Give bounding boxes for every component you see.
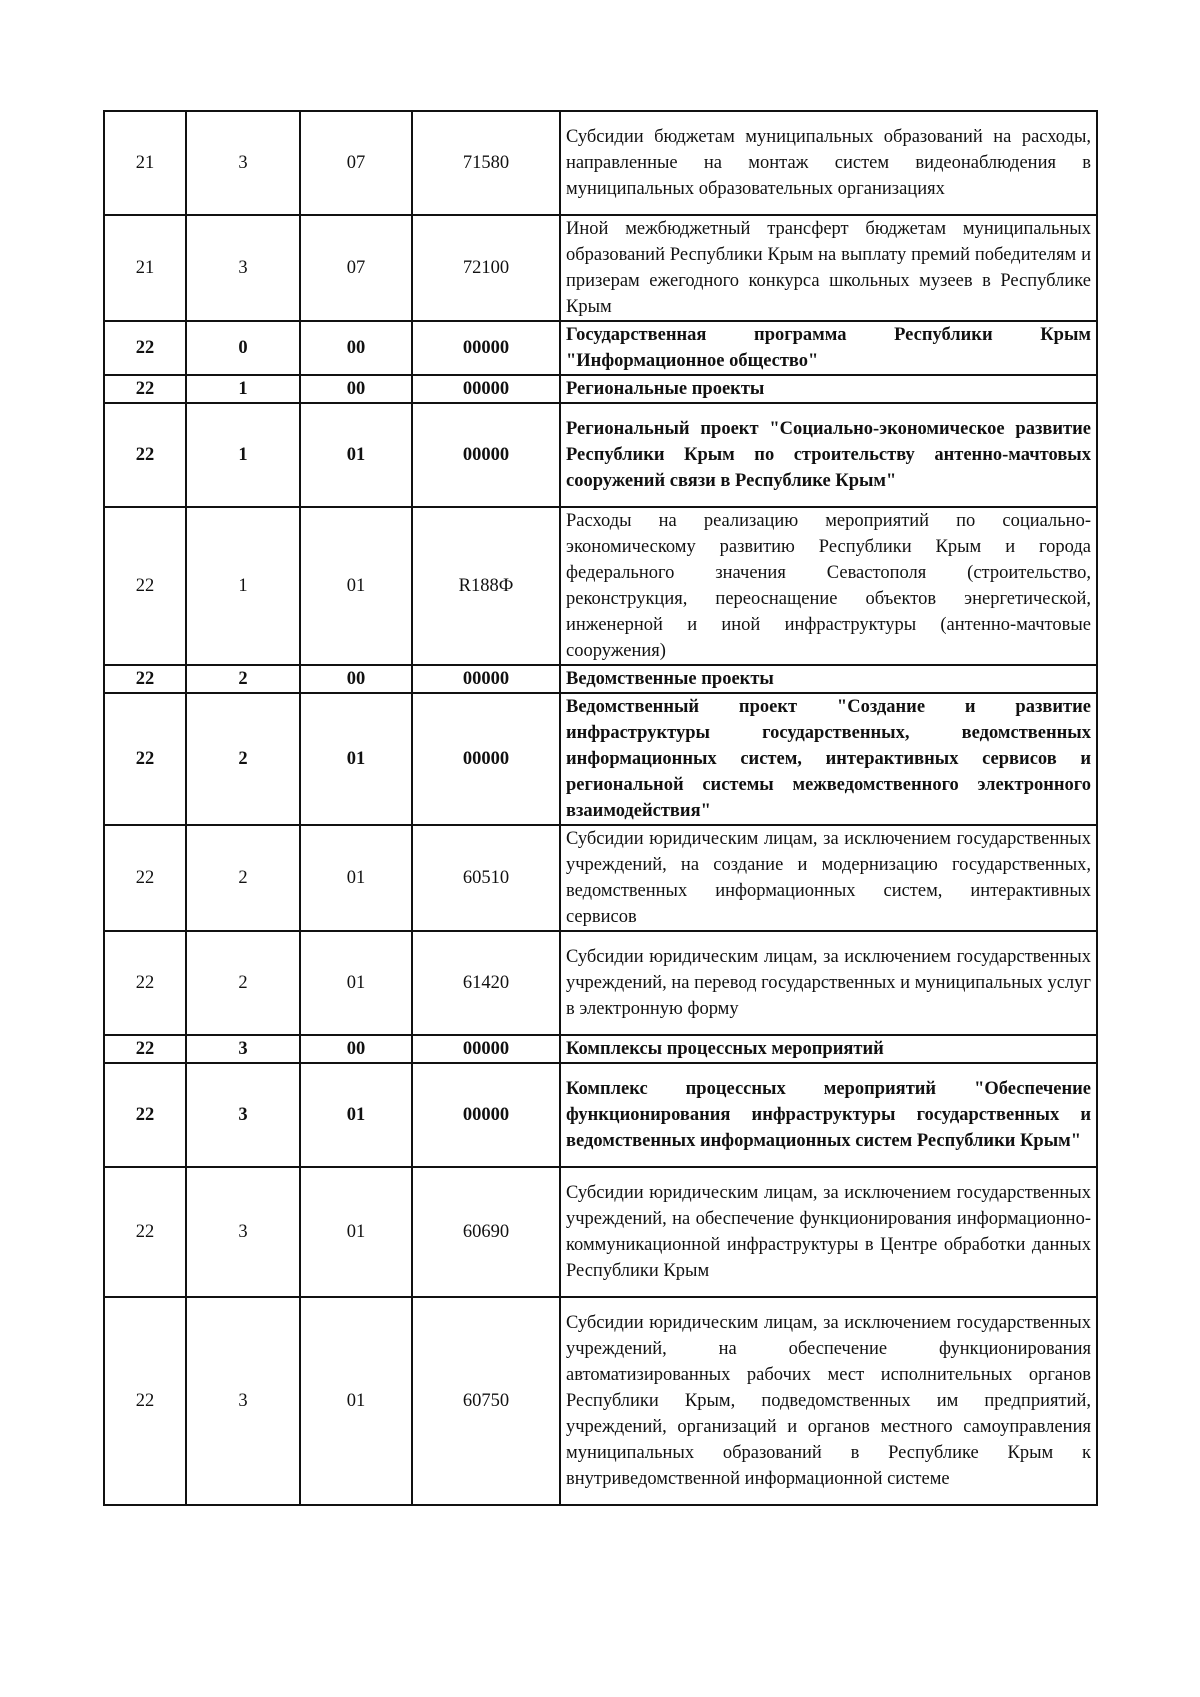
direction-code-cell: 60510	[412, 825, 560, 931]
program-code-cell: 21	[104, 215, 186, 321]
event-code-cell: 07	[300, 111, 412, 215]
description-cell: Расходы на реализацию мероприятий по социально-экономическому развитию Республики Крым и города федерального значения Севастополя (строительство, реконструкция, переоснащение объектов энергетической, инженерной и иной инфраструктуры (антенно-мачтовые сооружения)	[560, 507, 1097, 665]
table-row	[104, 1063, 1097, 1167]
program-code-cell: 22	[104, 931, 186, 1035]
table-row	[104, 215, 1097, 321]
table-body	[104, 111, 1097, 1505]
event-code-cell: 07	[300, 215, 412, 321]
program-code-cell: 22	[104, 693, 186, 825]
table-row	[104, 825, 1097, 931]
subprogram-code-cell: 2	[186, 693, 300, 825]
description-cell: Региональный проект "Социально-экономическое развитие Республики Крым по строительству антенно-мачтовых сооружений связи в Республике Крым"	[560, 403, 1097, 507]
description-cell: Ведомственный проект "Создание и развитие инфраструктуры государственных, ведомственных информационных систем, интерактивных сервисов и региональной системы межведомственного электронного взаимодействия"	[560, 693, 1097, 825]
subprogram-code-cell: 2	[186, 825, 300, 931]
direction-code-cell: 61420	[412, 931, 560, 1035]
subprogram-code-cell: 3	[186, 1167, 300, 1297]
description-cell: Региональные проекты	[560, 375, 1097, 403]
program-code-cell: 22	[104, 825, 186, 931]
program-code-cell: 21	[104, 111, 186, 215]
event-code-cell: 00	[300, 321, 412, 375]
subprogram-code-cell: 1	[186, 375, 300, 403]
table-row	[104, 375, 1097, 403]
table-row	[104, 693, 1097, 825]
subprogram-code-cell: 3	[186, 1297, 300, 1505]
event-code-cell: 01	[300, 825, 412, 931]
program-code-cell: 22	[104, 1035, 186, 1063]
subprogram-code-cell: 0	[186, 321, 300, 375]
program-code-cell: 22	[104, 1063, 186, 1167]
table-row	[104, 1297, 1097, 1505]
subprogram-code-cell: 3	[186, 1035, 300, 1063]
table-row	[104, 507, 1097, 665]
direction-code-cell: 60690	[412, 1167, 560, 1297]
direction-code-cell: 71580	[412, 111, 560, 215]
event-code-cell: 01	[300, 693, 412, 825]
table-row	[104, 931, 1097, 1035]
description-cell: Комплексы процессных мероприятий	[560, 1035, 1097, 1063]
subprogram-code-cell: 3	[186, 215, 300, 321]
event-code-cell: 01	[300, 931, 412, 1035]
event-code-cell: 00	[300, 1035, 412, 1063]
direction-code-cell: 00000	[412, 1035, 560, 1063]
direction-code-cell: 60750	[412, 1297, 560, 1505]
program-code-cell: 22	[104, 665, 186, 693]
direction-code-cell: 00000	[412, 693, 560, 825]
description-cell: Субсидии бюджетам муниципальных образований на расходы, направленные на монтаж систем видеонаблюдения в муниципальных образовательных организациях	[560, 111, 1097, 215]
program-code-cell: 22	[104, 1167, 186, 1297]
direction-code-cell: 00000	[412, 1063, 560, 1167]
event-code-cell: 01	[300, 1297, 412, 1505]
program-code-cell: 22	[104, 507, 186, 665]
subprogram-code-cell: 3	[186, 111, 300, 215]
table-row	[104, 665, 1097, 693]
description-cell: Субсидии юридическим лицам, за исключением государственных учреждений, на перевод государственных и муниципальных услуг в электронную форму	[560, 931, 1097, 1035]
event-code-cell: 00	[300, 375, 412, 403]
event-code-cell: 01	[300, 1167, 412, 1297]
subprogram-code-cell: 1	[186, 403, 300, 507]
direction-code-cell: 00000	[412, 321, 560, 375]
event-code-cell: 01	[300, 403, 412, 507]
direction-code-cell: 00000	[412, 375, 560, 403]
description-cell: Иной межбюджетный трансферт бюджетам муниципальных образований Республики Крым на выплату премий победителям и призерам ежегодного конкурса школьных музеев в Республике Крым	[560, 215, 1097, 321]
subprogram-code-cell: 3	[186, 1063, 300, 1167]
table-row	[104, 321, 1097, 375]
event-code-cell: 01	[300, 507, 412, 665]
table-row	[104, 1035, 1097, 1063]
description-cell: Субсидии юридическим лицам, за исключением государственных учреждений, на обеспечение функционирования автоматизированных рабочих мест исполнительных органов Республики Крым, подведомственных им предприятий, учреждений, организаций и органов местного самоуправления муниципальных образований в Республике Крым к внутриведомственной информационной системе	[560, 1297, 1097, 1505]
event-code-cell: 00	[300, 665, 412, 693]
program-code-cell: 22	[104, 403, 186, 507]
description-cell: Субсидии юридическим лицам, за исключением государственных учреждений, на создание и модернизацию государственных, ведомственных информационных систем, интерактивных сервисов	[560, 825, 1097, 931]
description-cell: Субсидии юридическим лицам, за исключением государственных учреждений, на обеспечение функционирования информационно-коммуникационной инфраструктуры в Центре обработки данных Республики Крым	[560, 1167, 1097, 1297]
program-code-cell: 22	[104, 321, 186, 375]
table-row	[104, 1167, 1097, 1297]
program-code-cell: 22	[104, 375, 186, 403]
event-code-cell: 01	[300, 1063, 412, 1167]
direction-code-cell: R188Ф	[412, 507, 560, 665]
direction-code-cell: 72100	[412, 215, 560, 321]
direction-code-cell: 00000	[412, 403, 560, 507]
subprogram-code-cell: 2	[186, 931, 300, 1035]
budget-classification-table	[103, 110, 1098, 1506]
table-row	[104, 403, 1097, 507]
direction-code-cell: 00000	[412, 665, 560, 693]
description-cell: Комплекс процессных мероприятий "Обеспечение функционирования инфраструктуры государственных и ведомственных информационных систем Республики Крым"	[560, 1063, 1097, 1167]
description-cell: Государственная программа Республики Крым "Информационное общество"	[560, 321, 1097, 375]
table-row	[104, 111, 1097, 215]
program-code-cell: 22	[104, 1297, 186, 1505]
subprogram-code-cell: 1	[186, 507, 300, 665]
description-cell: Ведомственные проекты	[560, 665, 1097, 693]
subprogram-code-cell: 2	[186, 665, 300, 693]
